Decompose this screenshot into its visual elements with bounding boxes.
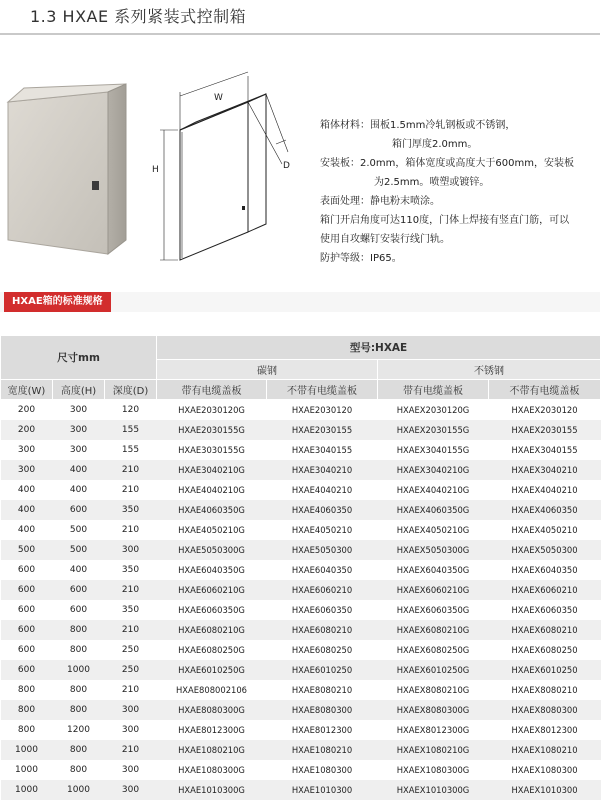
- stainless-with-plate-cell: HXAEX4040210G: [378, 480, 489, 500]
- stainless-without-plate-cell: HXAEX4050210: [489, 520, 601, 540]
- stainless-with-plate-cell: HXAEX4050210G: [378, 520, 489, 540]
- stainless-with-plate-cell: HXAEX2030155G: [378, 420, 489, 440]
- carbon-with-plate-cell: HXAE1080300G: [157, 760, 267, 780]
- stainless-without-plate-cell: HXAEX3040155: [489, 440, 601, 460]
- carbon-without-plate-cell: HXAE6040350: [267, 560, 378, 580]
- carbon-without-plate-cell: HXAE3040155: [267, 440, 378, 460]
- carbon-without-plate-cell: HXAE8080210: [267, 680, 378, 700]
- width-cell: 800: [1, 700, 53, 720]
- depth-cell: 300: [105, 760, 157, 780]
- height-cell: 300: [53, 420, 105, 440]
- height-cell: 600: [53, 500, 105, 520]
- size-header: 尺寸mm: [1, 336, 157, 380]
- carbon-with-plate-cell: HXAE5050300G: [157, 540, 267, 560]
- material-line-2: 箱门厚度2.0mm。: [392, 139, 478, 150]
- carbon-without-plate-cell: HXAE3040210: [267, 460, 378, 480]
- depth-cell: 120: [105, 400, 157, 420]
- door-line-2: 使用自攻螺钉安装行线门轨。: [320, 234, 450, 245]
- depth-cell: 250: [105, 640, 157, 660]
- height-cell: 800: [53, 700, 105, 720]
- carbon-with-plate-cell: HXAE2030120G: [157, 400, 267, 420]
- carbon-without-plate-cell: HXAE1080210: [267, 740, 378, 760]
- section-band: [0, 292, 600, 312]
- stainless-with-plate-cell: HXAEX8080210G: [378, 680, 489, 700]
- carbon-without-plate-cell: HXAE8080300: [267, 700, 378, 720]
- stainless-with-plate-cell: HXAEX8012300G: [378, 720, 489, 740]
- dimension-diagram: [148, 72, 298, 267]
- height-cell: 800: [53, 640, 105, 660]
- depth-cell: 350: [105, 600, 157, 620]
- width-cell: 600: [1, 620, 53, 640]
- carbon-with-plate-cell: HXAE6060210G: [157, 580, 267, 600]
- width-cell: 300: [1, 440, 53, 460]
- stainless-with-plate-cell: HXAEX1080210G: [378, 740, 489, 760]
- carbon-without-plate-cell: HXAE6060350: [267, 600, 378, 620]
- width-cell: 600: [1, 600, 53, 620]
- width-column-header: 宽度(W): [1, 380, 53, 400]
- stainless-without-plate-cell: HXAEX5050300: [489, 540, 601, 560]
- stainless-with-plate-cell: HXAEX6010250G: [378, 660, 489, 680]
- stainless-without-plate-cell: HXAEX6060210: [489, 580, 601, 600]
- table-row: [1, 720, 601, 740]
- height-label: H: [152, 165, 159, 175]
- lock-icon: [92, 181, 99, 190]
- height-cell: 500: [53, 540, 105, 560]
- carbon-with-plate-cell: HXAE3030155G: [157, 440, 267, 460]
- title-divider: [0, 33, 600, 35]
- carbon-without-plate-cell: HXAE4060350: [267, 500, 378, 520]
- height-cell: 400: [53, 480, 105, 500]
- height-cell: 800: [53, 620, 105, 640]
- stainless-with-plate-cell: HXAEX6060350G: [378, 600, 489, 620]
- height-cell: 800: [53, 740, 105, 760]
- stainless-with-plate-cell: HXAEX5050300G: [378, 540, 489, 560]
- width-cell: 400: [1, 500, 53, 520]
- carbon-with-plate-cell: HXAE8012300G: [157, 720, 267, 740]
- carbon-without-plate-cell: HXAE1010300: [267, 780, 378, 800]
- carbon-without-plate-cell: HXAE5050300: [267, 540, 378, 560]
- depth-cell: 210: [105, 620, 157, 640]
- depth-cell: 210: [105, 480, 157, 500]
- carbon-with-plate-cell: HXAE2030155G: [157, 420, 267, 440]
- table-row: [1, 600, 601, 620]
- carbon-without-plate-cell: HXAE6060210: [267, 580, 378, 600]
- table-row: [1, 760, 601, 780]
- stainless-without-plate-cell: HXAEX2030155: [489, 420, 601, 440]
- model-header: 型号:HXAE: [157, 336, 601, 360]
- width-cell: 400: [1, 520, 53, 540]
- carbon-with-plate-cell: HXAE4040210G: [157, 480, 267, 500]
- stainless-with-plate-cell: HXAEX3040155G: [378, 440, 489, 460]
- carbon-without-plate-cell: HXAE1080300: [267, 760, 378, 780]
- table-row: [1, 680, 601, 700]
- carbon-with-plate-cell: HXAE1010300G: [157, 780, 267, 800]
- stainless-without-plate-cell: HXAEX8080210: [489, 680, 601, 700]
- depth-cell: 210: [105, 460, 157, 480]
- height-cell: 800: [53, 760, 105, 780]
- carbon-with-plate-cell: HXAE4050210G: [157, 520, 267, 540]
- depth-label: D: [283, 161, 290, 171]
- stainless-with-plate-cell: HXAEX6060210G: [378, 580, 489, 600]
- stainless-with-plate-cell: HXAEX1080300G: [378, 760, 489, 780]
- stainless-without-plate-cell: HXAEX3040210: [489, 460, 601, 480]
- stainless-without-plate-cell: HXAEX1080210: [489, 740, 601, 760]
- spec-description: [320, 116, 600, 268]
- table-row: [1, 440, 601, 460]
- carbon-with-plate-cell: HXAE8080300G: [157, 700, 267, 720]
- table-row: [1, 560, 601, 580]
- stainless-without-plate-cell: HXAEX6080250: [489, 640, 601, 660]
- stainless-without-plate-cell: HXAEX1080300: [489, 760, 601, 780]
- depth-cell: 210: [105, 740, 157, 760]
- carbon-with-plate-cell: HXAE6080250G: [157, 640, 267, 660]
- carbon-without-plate-cell: HXAE8012300: [267, 720, 378, 740]
- table-row: [1, 620, 601, 640]
- carbon-with-plate-cell: HXAE6040350G: [157, 560, 267, 580]
- carbon-with-plate-header: 带有电缆盖板: [157, 380, 267, 400]
- carbon-without-plate-cell: HXAE4050210: [267, 520, 378, 540]
- carbon-without-plate-cell: HXAE6010250: [267, 660, 378, 680]
- width-cell: 600: [1, 560, 53, 580]
- table-row: [1, 520, 601, 540]
- depth-cell: 300: [105, 540, 157, 560]
- carbon-without-plate-cell: HXAE6080250: [267, 640, 378, 660]
- stainless-with-plate-cell: HXAEX6080210G: [378, 620, 489, 640]
- depth-cell: 250: [105, 660, 157, 680]
- carbon-with-plate-cell: HXAE6060350G: [157, 600, 267, 620]
- height-cell: 600: [53, 600, 105, 620]
- height-cell: 300: [53, 440, 105, 460]
- stainless-without-plate-cell: HXAEX8080300: [489, 700, 601, 720]
- page-title: 1.3 HXAE 系列紧装式控制箱: [30, 7, 247, 26]
- depth-cell: 300: [105, 780, 157, 800]
- section-tag: HXAE箱的标准规格: [4, 292, 111, 312]
- height-column-header: 高度(H): [53, 380, 105, 400]
- width-cell: 1000: [1, 740, 53, 760]
- stainless-with-plate-cell: HXAEX6040350G: [378, 560, 489, 580]
- carbon-steel-header: 碳钢: [157, 360, 378, 380]
- stainless-without-plate-cell: HXAEX6060350: [489, 600, 601, 620]
- depth-cell: 155: [105, 440, 157, 460]
- spec-table: [0, 335, 601, 800]
- table-row: [1, 580, 601, 600]
- depth-cell: 210: [105, 580, 157, 600]
- height-cell: 400: [53, 460, 105, 480]
- width-cell: 600: [1, 660, 53, 680]
- carbon-with-plate-cell: HXAE3040210G: [157, 460, 267, 480]
- carbon-with-plate-cell: HXAE4060350G: [157, 500, 267, 520]
- depth-cell: 210: [105, 520, 157, 540]
- height-cell: 1000: [53, 660, 105, 680]
- width-cell: 500: [1, 540, 53, 560]
- width-cell: 200: [1, 400, 53, 420]
- height-cell: 300: [53, 400, 105, 420]
- table-row: [1, 460, 601, 480]
- stainless-steel-header: 不锈钢: [378, 360, 601, 380]
- stainless-with-plate-cell: HXAEX4060350G: [378, 500, 489, 520]
- width-label: W: [214, 93, 223, 103]
- mounting-line-1: 安装板：2.0mm，箱体宽度或高度大于600mm，安装板: [320, 158, 574, 169]
- depth-cell: 350: [105, 560, 157, 580]
- width-cell: 300: [1, 460, 53, 480]
- stainless-with-plate-header: 带有电缆盖板: [378, 380, 489, 400]
- stainless-with-plate-cell: HXAEX3040210G: [378, 460, 489, 480]
- stainless-without-plate-cell: HXAEX4040210: [489, 480, 601, 500]
- depth-cell: 210: [105, 680, 157, 700]
- stainless-with-plate-cell: HXAEX1010300G: [378, 780, 489, 800]
- carbon-without-plate-cell: HXAE2030155: [267, 420, 378, 440]
- stainless-without-plate-cell: HXAEX2030120: [489, 400, 601, 420]
- stainless-without-plate-cell: HXAEX6040350: [489, 560, 601, 580]
- carbon-with-plate-cell: HXAE1080210G: [157, 740, 267, 760]
- protection-rating: 防护等级：IP65。: [320, 253, 402, 264]
- surface-treatment: 表面处理：静电粉末喷涂。: [320, 196, 440, 207]
- height-cell: 400: [53, 560, 105, 580]
- width-cell: 1000: [1, 760, 53, 780]
- depth-cell: 155: [105, 420, 157, 440]
- width-cell: 800: [1, 720, 53, 740]
- depth-cell: 300: [105, 700, 157, 720]
- table-row: [1, 660, 601, 680]
- width-cell: 800: [1, 680, 53, 700]
- table-row: [1, 700, 601, 720]
- table-row: [1, 640, 601, 660]
- depth-cell: 300: [105, 720, 157, 740]
- table-row: [1, 540, 601, 560]
- width-cell: 400: [1, 480, 53, 500]
- stainless-without-plate-cell: HXAEX1010300: [489, 780, 601, 800]
- height-cell: 500: [53, 520, 105, 540]
- door-line-1: 箱门开启角度可达110度，门体上焊接有竖直门筋，可以: [320, 215, 570, 226]
- table-row: [1, 400, 601, 420]
- carbon-with-plate-cell: HXAE6080210G: [157, 620, 267, 640]
- carbon-with-plate-cell: HXAE6010250G: [157, 660, 267, 680]
- stainless-without-plate-cell: HXAEX6010250: [489, 660, 601, 680]
- height-cell: 1200: [53, 720, 105, 740]
- table-row: [1, 500, 601, 520]
- stainless-with-plate-cell: HXAEX2030120G: [378, 400, 489, 420]
- table-row: [1, 740, 601, 760]
- stainless-without-plate-cell: HXAEX8012300: [489, 720, 601, 740]
- width-cell: 200: [1, 420, 53, 440]
- carbon-without-plate-header: 不带有电缆盖板: [267, 380, 378, 400]
- stainless-without-plate-cell: HXAEX6080210: [489, 620, 601, 640]
- height-cell: 600: [53, 580, 105, 600]
- height-cell: 800: [53, 680, 105, 700]
- stainless-with-plate-cell: HXAEX8080300G: [378, 700, 489, 720]
- width-cell: 600: [1, 640, 53, 660]
- spec-table-body: [1, 400, 601, 800]
- material-line-1: 箱体材料：围板1.5mm冷轧钢板或不锈钢，: [320, 120, 516, 131]
- depth-column-header: 深度(D): [105, 380, 157, 400]
- table-row: [1, 780, 601, 800]
- carbon-without-plate-cell: HXAE2030120: [267, 400, 378, 420]
- stainless-without-plate-header: 不带有电缆盖板: [489, 380, 601, 400]
- stainless-with-plate-cell: HXAEX6080250G: [378, 640, 489, 660]
- depth-cell: 350: [105, 500, 157, 520]
- table-row: [1, 420, 601, 440]
- carbon-without-plate-cell: HXAE4040210: [267, 480, 378, 500]
- carbon-with-plate-cell: HXAE808002106: [157, 680, 267, 700]
- table-row: [1, 480, 601, 500]
- stainless-without-plate-cell: HXAEX4060350: [489, 500, 601, 520]
- height-cell: 1000: [53, 780, 105, 800]
- width-cell: 600: [1, 580, 53, 600]
- mounting-line-2: 为2.5mm。喷塑或镀锌。: [374, 177, 490, 188]
- width-cell: 1000: [1, 780, 53, 800]
- carbon-without-plate-cell: HXAE6080210: [267, 620, 378, 640]
- cabinet-photo: [0, 80, 140, 260]
